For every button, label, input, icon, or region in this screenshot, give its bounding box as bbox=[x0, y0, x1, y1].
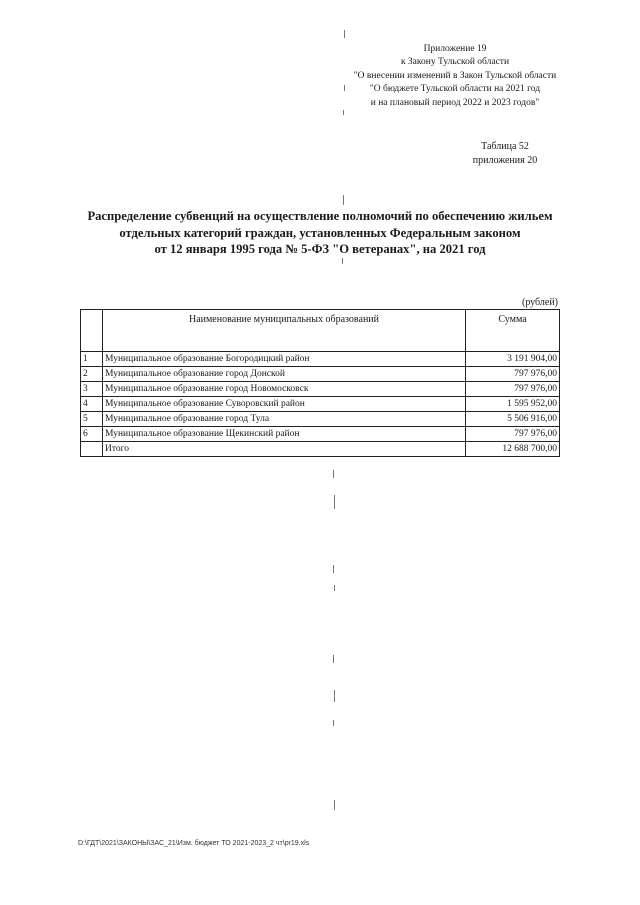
total-row bbox=[81, 442, 560, 457]
header-sum: Сумма bbox=[466, 310, 560, 352]
row-name: Муниципальное образование город Донской bbox=[103, 367, 466, 382]
total-sum: 12 688 700,00 bbox=[466, 442, 560, 457]
row-number: 3 bbox=[81, 382, 103, 397]
table-row bbox=[81, 382, 560, 397]
table-ref-line1: Таблица 52 bbox=[481, 141, 529, 152]
row-sum: 797 976,00 bbox=[466, 382, 560, 397]
document-title bbox=[60, 208, 580, 258]
title-line: Распределение субвенций на осуществление полномочий по обеспечению жильем bbox=[87, 209, 553, 223]
row-sum: 797 976,00 bbox=[466, 427, 560, 442]
row-number: 2 bbox=[81, 367, 103, 382]
table-header-row bbox=[81, 310, 560, 352]
units-label: (рублей) bbox=[521, 297, 558, 308]
row-name: Муниципальное образование Щекинский район bbox=[103, 427, 466, 442]
appendix-line: и на плановый период 2022 и 2023 годов" bbox=[370, 97, 540, 108]
appendix-header bbox=[330, 43, 580, 110]
header-name: Наименование муниципальных образований bbox=[103, 310, 466, 352]
row-sum: 5 506 916,00 bbox=[466, 412, 560, 427]
table-row bbox=[81, 397, 560, 412]
row-number: 1 bbox=[81, 352, 103, 367]
row-sum: 3 191 904,00 bbox=[466, 352, 560, 367]
title-line: от 12 января 1995 года № 5-ФЗ "О ветеранах", на 2021 год bbox=[154, 242, 486, 256]
appendix-line: Приложение 19 bbox=[423, 44, 487, 54]
table-reference bbox=[460, 140, 550, 168]
row-name: Муниципальное образование Суворовский район bbox=[103, 397, 466, 412]
total-label: Итого bbox=[103, 442, 466, 457]
row-number: 4 bbox=[81, 397, 103, 412]
appendix-line: к Закону Тульской области bbox=[400, 57, 510, 68]
subsidy-table bbox=[80, 309, 560, 457]
row-name: Муниципальное образование Богородицкий район bbox=[103, 352, 466, 367]
table-row bbox=[81, 367, 560, 382]
table-row bbox=[81, 352, 560, 367]
table-row bbox=[81, 427, 560, 442]
row-name: Муниципальное образование город Тула bbox=[103, 412, 466, 427]
row-number: 6 bbox=[81, 427, 103, 442]
title-line: отдельных категорий граждан, установленных Федеральным законом bbox=[119, 225, 521, 240]
row-sum: 1 595 952,00 bbox=[466, 397, 560, 412]
appendix-line: "О внесении изменений в Закон Тульской области bbox=[353, 70, 557, 81]
file-path-footer: D:\ГДТ\2021\ЗАКОНЫ\ЗАС_21\Изм. бюджет ТО 2021-2023_2 чт\pr19.xls bbox=[78, 840, 310, 847]
total-number bbox=[81, 442, 103, 457]
header-number bbox=[81, 310, 103, 352]
table-row bbox=[81, 412, 560, 427]
table-ref-line2: приложения 20 bbox=[472, 155, 538, 166]
row-name: Муниципальное образование город Новомосковск bbox=[103, 382, 466, 397]
row-number: 5 bbox=[81, 412, 103, 427]
row-sum: 797 976,00 bbox=[466, 367, 560, 382]
appendix-line: "О бюджете Тульской области на 2021 год bbox=[369, 84, 541, 95]
